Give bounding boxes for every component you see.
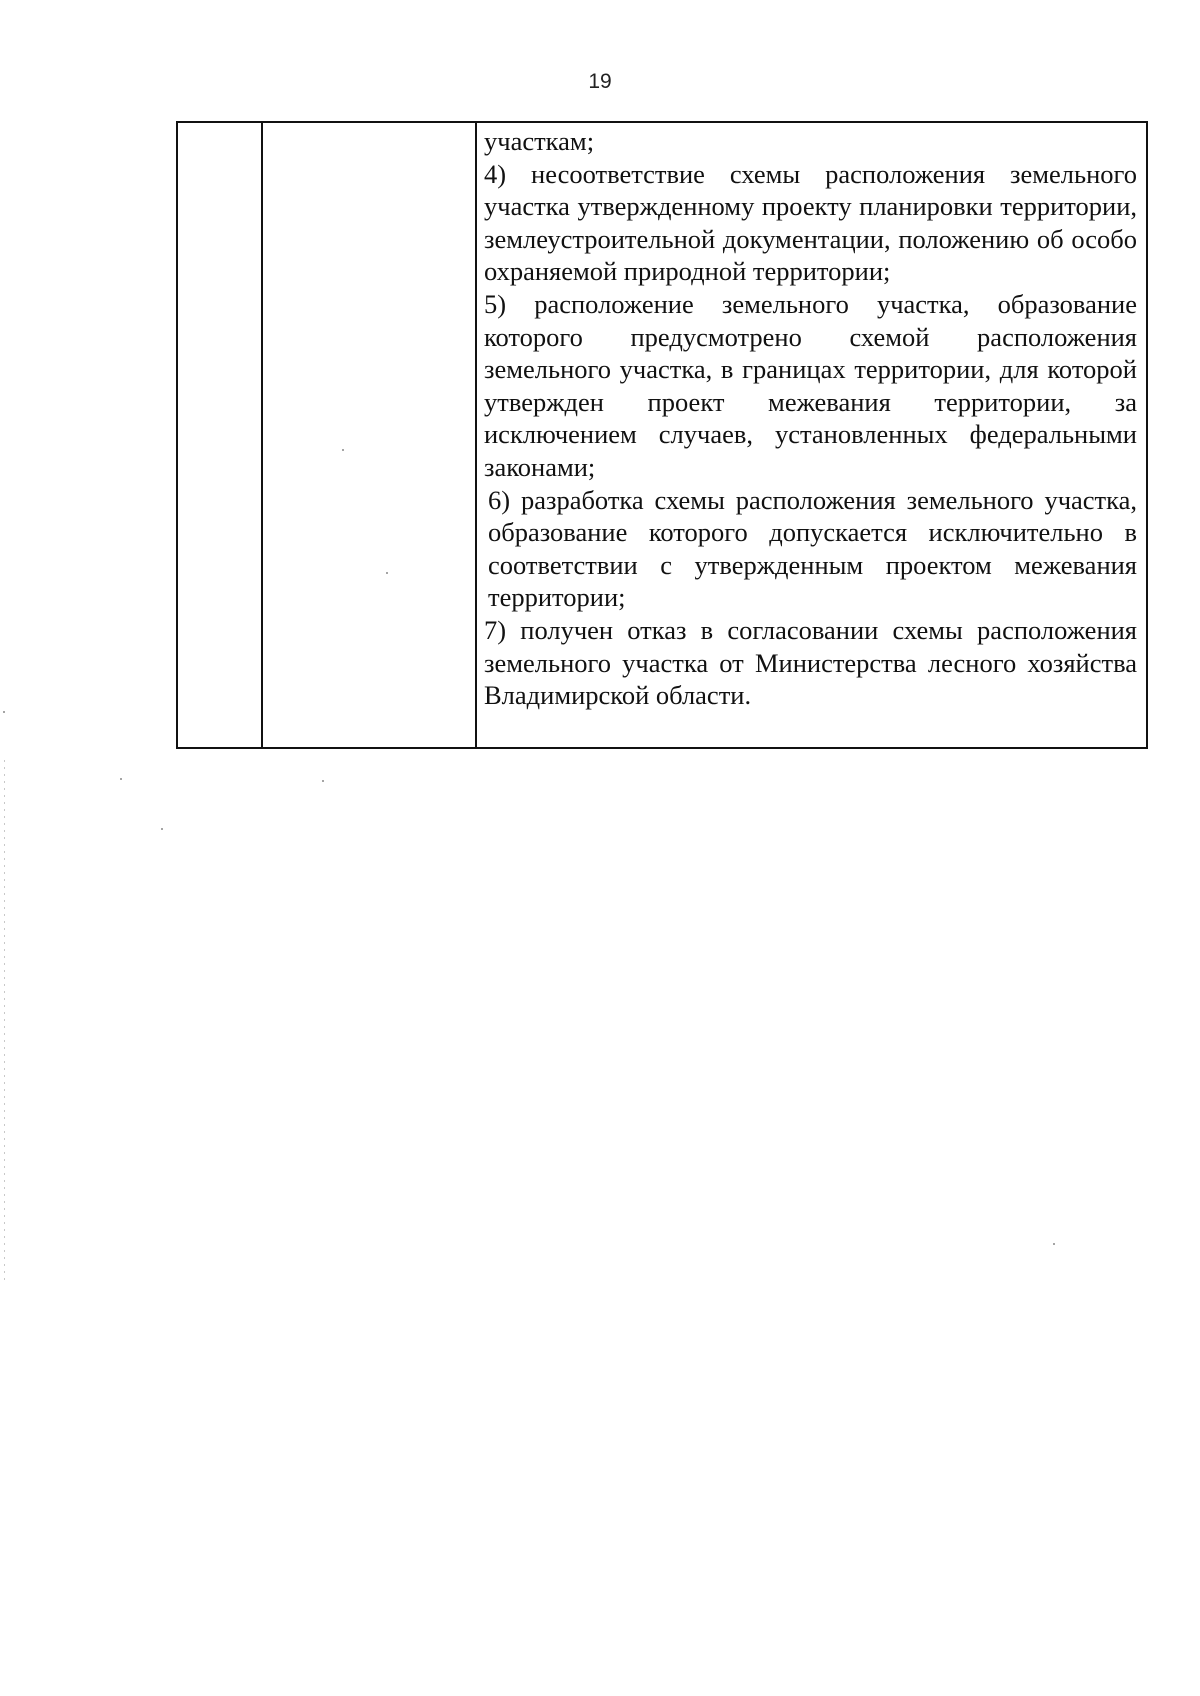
table-column-divider [475, 123, 477, 747]
scan-speck [322, 780, 324, 782]
scan-speck [120, 778, 122, 780]
paragraph-item-7: 7) получен отказ в согласовании схемы расположения земельного участка от Министерства лесного хозяйства Владимирской области. [484, 614, 1137, 711]
paragraph-item-5: 5) расположение земельного участка, образование которого предусмотрено схемой расположения земельного участка, в границах территории, для которой утвержден проект межевания территории, за исключением случаев, установленных федеральными законами; [484, 288, 1137, 482]
scan-edge-mark [4, 760, 5, 1280]
table-column-divider [261, 123, 263, 747]
page-number: 19 [588, 70, 612, 93]
scan-speck [342, 449, 344, 451]
scan-speck [386, 572, 388, 574]
table-cell-conditions [484, 125, 1137, 712]
scan-speck [3, 711, 5, 713]
paragraph-item-4: 4) несоответствие схемы расположения земельного участка утвержденному проекту планировки территории, землеустроительной документации, положению об особо охраняемой природной территории; [484, 158, 1137, 287]
scan-speck [1053, 1243, 1055, 1245]
document-table [176, 121, 1148, 749]
paragraph-continuation: участкам; [484, 126, 595, 156]
paragraph-item-6: 6) разработка схемы расположения земельного участка, образование которого допускается исключительно в соответствии с утвержденным проектом межевания территории; [488, 484, 1137, 613]
scan-speck [161, 828, 163, 830]
